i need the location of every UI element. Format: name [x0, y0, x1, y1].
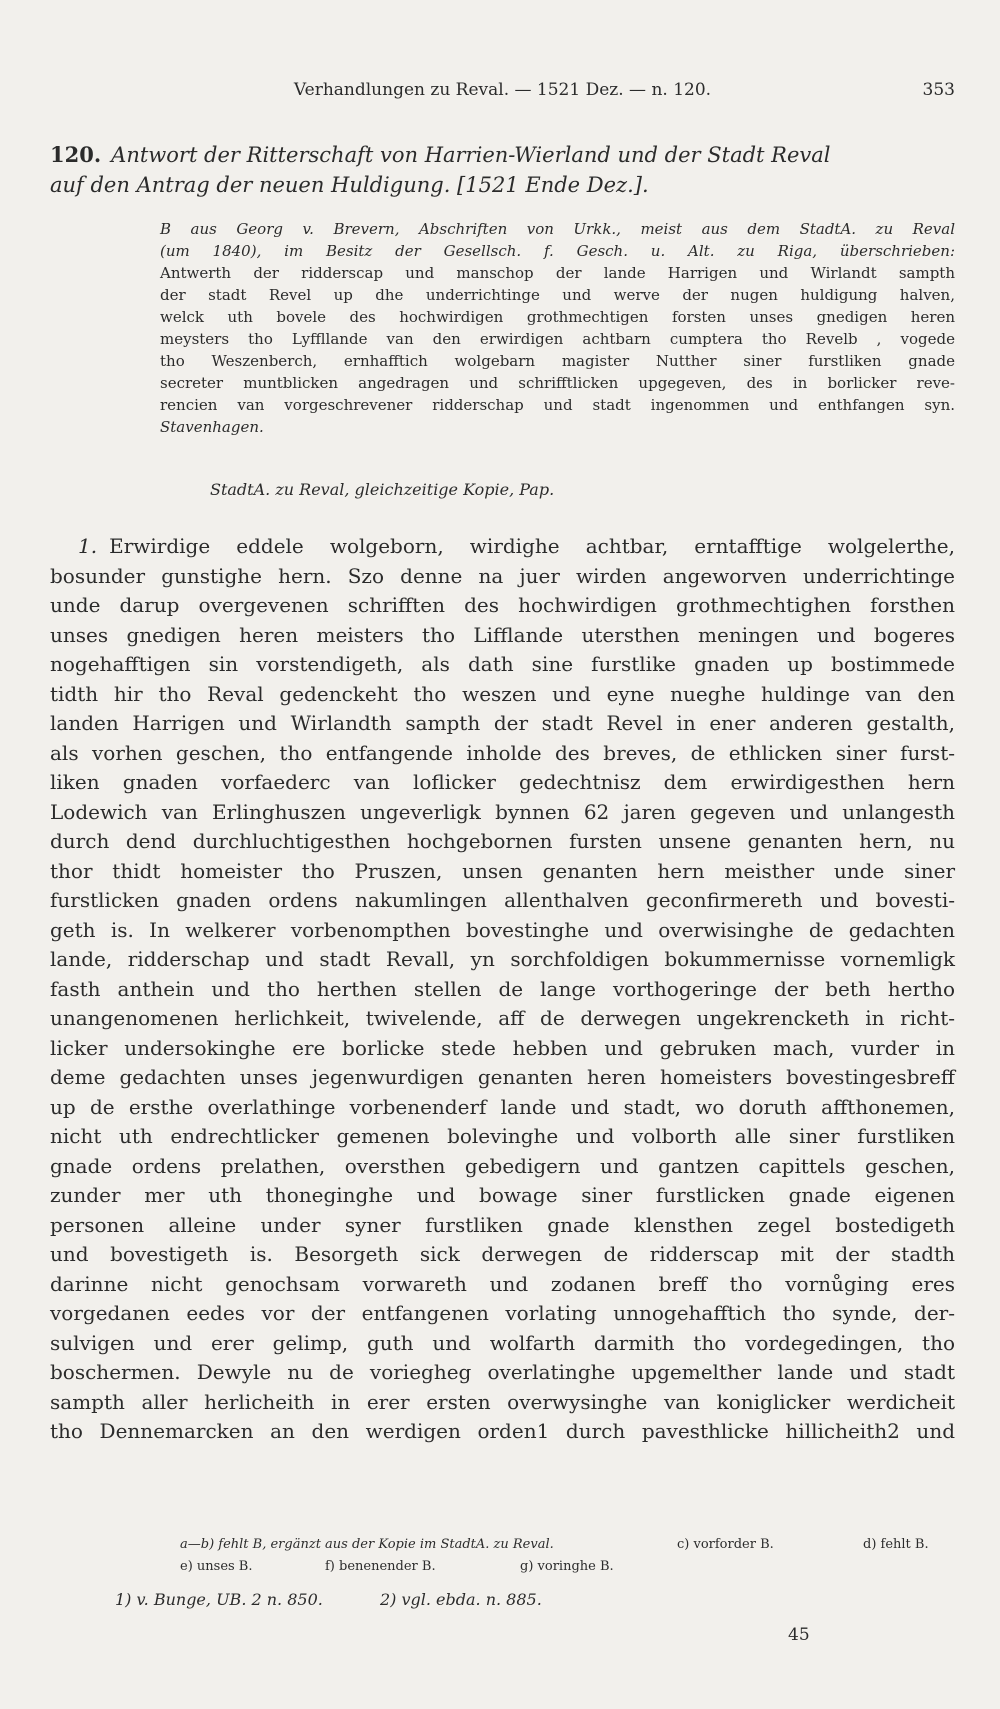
page-number: 353	[922, 80, 955, 100]
signature-mark: 45	[788, 1625, 810, 1645]
source-heading-line: tho Weszenberch, ernhafftich wolgebarn magister Nutther siner furstliken gnade	[160, 352, 955, 370]
body-line: nicht uth endrechtlicker gemenen bolevinghe und volborth alle siner furstliken	[50, 1124, 955, 1148]
source-note	[160, 218, 955, 438]
body-line: darinne nicht genochsam vorwareth und zodanen breff tho vornůging eres	[50, 1271, 955, 1296]
body-line: und bovestigeth is. Besorgeth sick derwegen de ridderscap mit der stadth	[50, 1242, 955, 1266]
body-line: liken gnaden vorfaederc van loflicker gedechtnisz dem erwirdigesthen hern	[50, 770, 955, 794]
source-heading-line: rencien van vorgeschrevener ridderschap und stadt ingenommen und enthfangen syn.	[160, 396, 955, 414]
body-line: bosunder gunstighe hern. Szo denne na juer wirden angeworven underrichtinge	[50, 563, 955, 588]
running-title: Verhandlungen zu Reval. — 1521 Dez. — n. 120.	[293, 80, 712, 100]
body-line: unses gnedigen heren meisters tho Lifflande utersthen meningen und bogeres	[50, 622, 955, 647]
footnote-historical: 2) vgl. ebda. n. 885.	[379, 1590, 542, 1609]
source-signature: Stavenhagen.	[160, 418, 264, 436]
title-text-1: Antwort der Ritterschaft von Harrien-Wierland und der Stadt Reval	[111, 143, 831, 167]
footnote-historical: 1) v. Bunge, UB. 2 n. 850.	[115, 1590, 323, 1609]
body-line: unde darup overgevenen schrifften des hochwirdigen grothmechtighen forsthen	[50, 593, 955, 617]
body-line: sulvigen und erer gelimp, guth und wolfarth darmith tho vordegedingen, tho	[50, 1330, 955, 1355]
copy-note: StadtA. zu Reval, gleichzeitige Kopie, Pap.	[210, 480, 555, 499]
body-line: unangenomenen herlichkeit, twivelende, aff de derwegen ungekrencketh in richt-	[50, 1006, 955, 1030]
source-heading-line: secreter muntblicken angedragen und schrifftlicken upgegeven, des in borlicker reve-	[160, 374, 955, 392]
source-line-1: B aus Georg v. Brevern, Abschriften von Urkk., meist aus dem StadtA. zu Reval	[160, 220, 955, 238]
body-line: lande, ridderschap und stadt Revall, yn sorchfoldigen bokummernisse vornemligk	[50, 947, 955, 971]
body-line: zunder mer uth thoneginghe und bowage siner furstlicken gnade eigenen	[50, 1183, 955, 1207]
body-line: deme gedachten unses jegenwurdigen genanten heren homeisters bovestingesbreff	[50, 1065, 955, 1089]
source-heading-line: Antwerth der ridderscap und manschop der lande Harrigen und Wirlandt sampth	[160, 264, 955, 282]
body-line: Lodewich van Erlinghuszen ungeverligk bynnen 62 jaren gegeven und unlangesth	[50, 799, 955, 824]
body-line: landen Harrigen und Wirlandth sampth der stadt Revel in ener anderen gestalth,	[50, 711, 955, 735]
source-heading-line: welck uth bovele des hochwirdigen grothmechtigen forsten unses gnedigen heren	[160, 308, 955, 326]
body-line: tidth hir tho Reval gedenckeht tho weszen und eyne nueghe huldinge van den	[50, 681, 955, 706]
footnote-critical: d) fehlt B.	[863, 1537, 929, 1552]
body-line: gnade ordens prelathen, oversthen gebedigern und gantzen capittels geschen,	[50, 1153, 955, 1178]
body-line: nogehafftigen sin vorstendigeth, als dath sine furstlike gnaden up bostimmede	[50, 652, 955, 676]
title-line-1	[50, 140, 955, 170]
body-line: personen alleine under syner furstliken gnade klensthen zegel bostedigeth	[50, 1212, 955, 1237]
body-line: licker undersokinghe ere borlicke stede hebben und gebruken mach, vurder in	[50, 1035, 955, 1060]
source-line-2: (um 1840), im Besitz der Gesellsch. f. Gesch. u. Alt. zu Riga, überschrieben:	[160, 242, 955, 260]
source-heading-line: meysters tho Lyffllande van den erwirdigen achtbarn cumptera tho Revelb , vogede	[160, 330, 955, 348]
document-title	[50, 140, 955, 200]
body-line: 1. Erwirdige eddele wolgeborn, wirdighe achtbar, erntafftige wolgelerthe,	[78, 534, 955, 558]
document-number: 120.	[50, 142, 102, 167]
body-line: als vorhen geschen, tho entfangende inholde des breves, de ethlicken siner furst-	[50, 740, 955, 765]
footnote-critical: a—b) fehlt B, ergänzt aus der Kopie im StadtA. zu Reval.	[180, 1537, 554, 1552]
body-line: thor thidt homeister tho Pruszen, unsen genanten hern meisther unde siner	[50, 858, 955, 883]
body-line: sampth aller herlicheith in erer ersten overwysinghe van koniglicker werdicheit	[50, 1389, 955, 1414]
running-header	[50, 80, 955, 106]
body-line: up de ersthe overlathinge vorbenenderf lande und stadt, wo doruth affthonemen,	[50, 1094, 955, 1119]
historical-footnotes	[115, 1590, 594, 1609]
title-line-2: auf den Antrag der neuen Huldigung. [1521 Ende Dez.].	[50, 173, 649, 197]
body-line: furstlicken gnaden ordens nakumlingen allenthalven geconfirmereth und bovesti-	[50, 888, 955, 912]
body-line: fasth anthein und tho herthen stellen de lange vorthogeringe der beth hertho	[50, 976, 955, 1001]
body-line: tho Dennemarcken an den werdigen orden1 durch pavesthlicke hillicheith2 und	[50, 1419, 955, 1443]
source-heading-line: der stadt Revel up dhe underrichtinge und werve der nugen huldigung halven,	[160, 286, 955, 304]
footnote-critical: e) unses B.	[180, 1559, 253, 1574]
body-line: vorgedanen eedes vor der entfangenen vorlating unnogehafftich tho synde, der-	[50, 1301, 955, 1325]
body-text	[50, 532, 955, 1447]
footnote-critical: f) benenender B.	[325, 1559, 436, 1574]
footnote-critical: g) voringhe B.	[520, 1559, 614, 1574]
body-line: boschermen. Dewyle nu de voriegheg overlatinghe upgemelther lande und stadt	[50, 1360, 955, 1384]
critical-apparatus	[180, 1534, 955, 1578]
footnote-critical: c) vorforder B.	[677, 1537, 774, 1552]
body-line: geth is. In welkerer vorbenompthen bovestinghe und overwisinghe de gedachten	[50, 917, 955, 942]
paragraph-number: 1.	[78, 534, 98, 558]
body-line: durch dend durchluchtigesthen hochgebornen fursten unsene genanten hern, nu	[50, 829, 955, 853]
